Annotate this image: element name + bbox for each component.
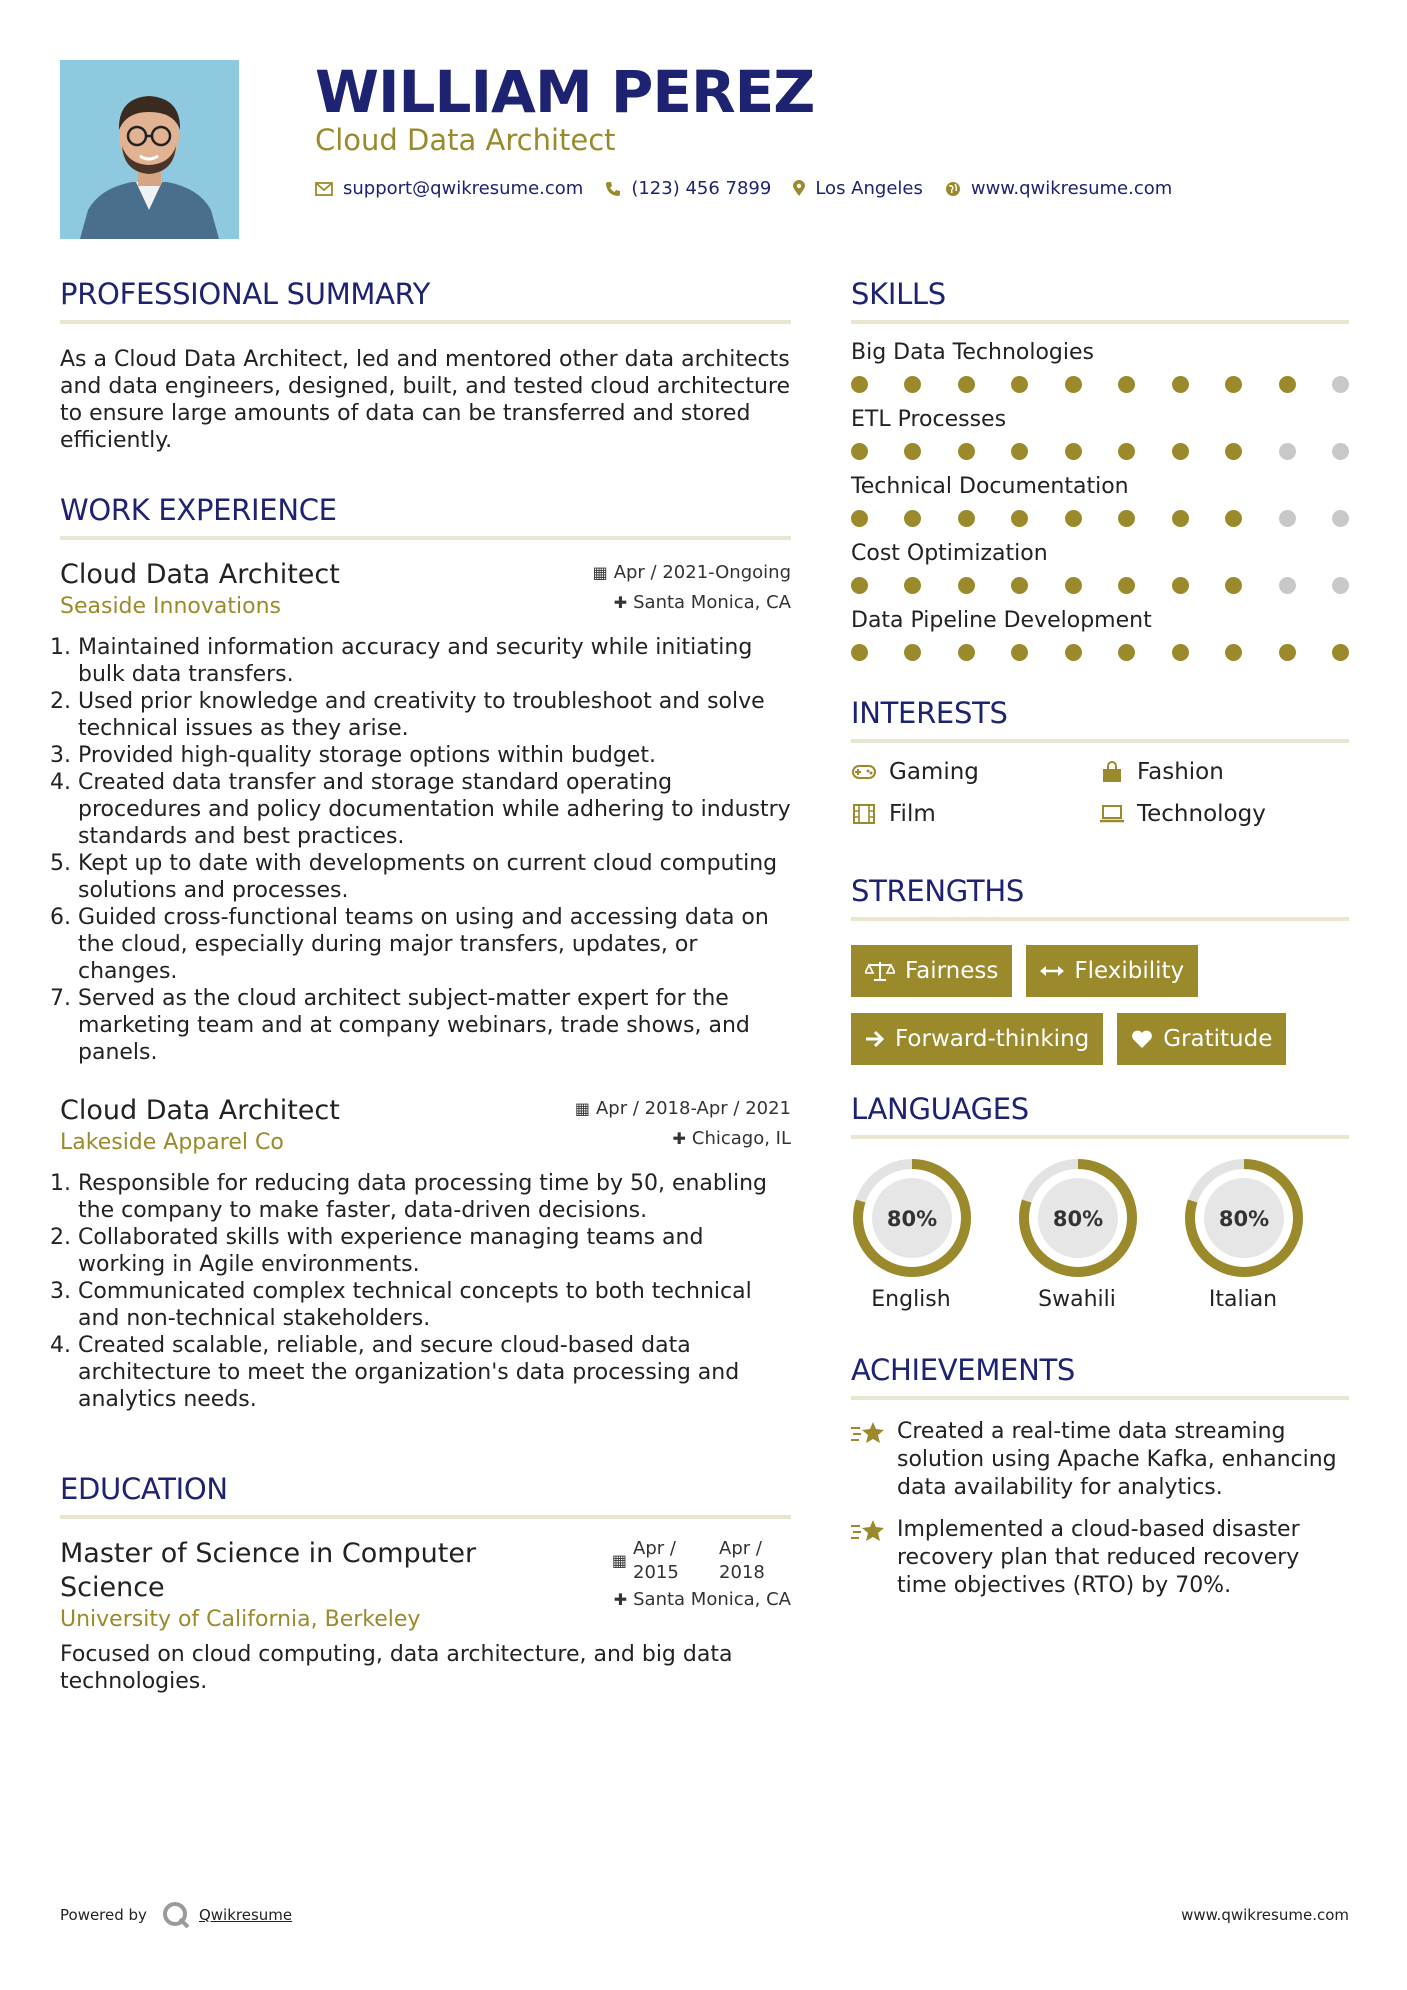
job-bullets: [60, 634, 791, 1066]
rating-dot-filled: [1011, 644, 1028, 661]
strength-label: Gratitude: [1163, 1026, 1273, 1052]
rating-dot-filled: [1118, 443, 1135, 460]
rating-dot-filled: [1332, 644, 1349, 661]
skill-name: Technical Documentation: [851, 474, 1129, 499]
list-item: 3. Communicated complex technical concepts to both technical and non-technical stakeholders.: [78, 1278, 791, 1332]
rating-dot-filled: [1011, 510, 1028, 527]
strength-tag: [851, 945, 1012, 997]
rating-dot-filled: [1011, 577, 1028, 594]
language-name: Italian: [1208, 1287, 1278, 1312]
list-item: 3. Provided high-quality storage options within budget.: [78, 742, 791, 769]
interests-section: [851, 693, 1349, 827]
pin-icon: ✚: [672, 1129, 686, 1148]
contact-email-text: support@qwikresume.com: [343, 178, 584, 199]
profile-photo: [60, 60, 239, 239]
film-icon: [851, 804, 877, 824]
skills-list: [851, 338, 1349, 673]
summary-text: As a Cloud Data Architect, led and mentored other data architects and data engineers, designed, built, and tested cloud architecture to ensure large amounts of data can be transferred and stored efficiently.: [60, 347, 791, 453]
rating-dot-filled: [1118, 510, 1135, 527]
rating-dot-filled: [1225, 376, 1242, 393]
job-company: Seaside Innovations: [60, 594, 281, 619]
skill-name: Data Pipeline Development: [851, 608, 1152, 633]
summary-heading: PROFESSIONAL SUMMARY: [60, 274, 791, 324]
contact-email[interactable]: [315, 178, 583, 199]
interest-label: Fashion: [1137, 759, 1224, 785]
achievement-text: Created a real-time data streaming solution using Apache Kafka, enhancing data availability for analytics.: [897, 1419, 1337, 1500]
language-ring: [1017, 1157, 1139, 1279]
contact-phone[interactable]: [605, 178, 771, 199]
education-location: Santa Monica, CA: [633, 1589, 791, 1610]
language-percent: 80%: [1052, 1207, 1104, 1231]
contact-website-text: www.qwikresume.com: [970, 178, 1173, 199]
right-column: [851, 274, 1349, 1600]
job-entry: [60, 558, 791, 1066]
language-item: [1183, 1157, 1349, 1312]
strength-label: Flexibility: [1074, 958, 1185, 984]
list-item: 2. Used prior knowledge and creativity to troubleshoot and solve technical issues as they arise.: [78, 688, 791, 742]
strength-tag: [1117, 1013, 1286, 1065]
skill-rating: [851, 435, 1349, 472]
language-name: Swahili: [1038, 1287, 1116, 1312]
rating-dot-filled: [958, 510, 975, 527]
interest-item: [1099, 801, 1349, 827]
education-start: Apr / 2015: [633, 1538, 679, 1583]
rating-dot-filled: [851, 443, 868, 460]
strength-tag: [851, 1013, 1103, 1065]
rating-dot-filled: [1011, 443, 1028, 460]
education-heading: EDUCATION: [60, 1469, 791, 1519]
languages-heading: LANGUAGES: [851, 1089, 1349, 1139]
laptop-icon: [1099, 805, 1125, 823]
rating-dot-filled: [1172, 510, 1189, 527]
strengths-section: [851, 871, 1349, 1065]
rating-dot-filled: [1065, 510, 1082, 527]
rating-dot-filled: [1172, 577, 1189, 594]
interest-item: [851, 759, 1099, 785]
achievement-text: Implemented a cloud-based disaster recovery plan that reduced recovery time objectives (RTO) by 70%.: [897, 1517, 1300, 1598]
shooting-star-icon: [851, 1516, 887, 1600]
rating-dot-filled: [851, 644, 868, 661]
skills-section: [851, 274, 1349, 673]
language-item: [1017, 1157, 1183, 1312]
candidate-name: WILLIAM PEREZ: [315, 58, 815, 126]
languages-section: [851, 1089, 1349, 1312]
left-column: [60, 274, 791, 1695]
skill-name: Big Data Technologies: [851, 340, 1095, 365]
list-item: 1. Maintained information accuracy and security while initiating bulk data transfers.: [78, 634, 791, 688]
education-entry: [60, 1537, 791, 1695]
interest-item: [1099, 759, 1349, 785]
rating-dot-empty: [1332, 510, 1349, 527]
skill-rating: [851, 502, 1349, 539]
arrow-right-icon: [865, 1030, 885, 1048]
candidate-title: Cloud Data Architect: [315, 123, 616, 157]
rating-dot-filled: [1225, 443, 1242, 460]
heart-icon: [1131, 1029, 1153, 1049]
shopping-bag-icon: [1099, 761, 1125, 783]
calendar-icon: ▦: [574, 1099, 590, 1118]
rating-dot-empty: [1332, 376, 1349, 393]
rating-dot-empty: [1332, 577, 1349, 594]
list-item: 1. Responsible for reducing data processing time by 50, enabling the company to make faster, data-driven decisions.: [78, 1170, 791, 1224]
summary-section: [60, 274, 791, 454]
rating-dot-filled: [1065, 376, 1082, 393]
rating-dot-filled: [851, 577, 868, 594]
rating-dot-filled: [904, 644, 921, 661]
rating-dot-filled: [1279, 644, 1296, 661]
rating-dot-empty: [1332, 443, 1349, 460]
list-item: 4. Created scalable, reliable, and secure cloud-based data architecture to meet the organization's data processing and analytics needs.: [78, 1332, 791, 1413]
rating-dot-filled: [958, 644, 975, 661]
job-location: Chicago, IL: [691, 1128, 791, 1149]
rating-dot-filled: [958, 376, 975, 393]
interest-label: Technology: [1137, 801, 1266, 827]
powered-by-label: Powered by: [60, 1906, 147, 1924]
rating-dot-filled: [1225, 644, 1242, 661]
language-percent: 80%: [1218, 1207, 1270, 1231]
interest-label: Film: [889, 801, 936, 827]
rating-dot-filled: [851, 376, 868, 393]
list-item: 7. Served as the cloud architect subject-matter expert for the marketing team and at company webinars, trade shows, and panels.: [78, 985, 791, 1066]
contact-bar: [315, 178, 1194, 199]
map-marker-icon: [793, 180, 805, 197]
list-item: 2. Collaborated skills with experience managing teams and working in Agile environments.: [78, 1224, 791, 1278]
rating-dot-filled: [904, 510, 921, 527]
skill-rating: [851, 636, 1349, 673]
list-item: 5. Kept up to date with developments on current cloud computing solutions and processes.: [78, 850, 791, 904]
balance-scale-icon: [865, 960, 895, 982]
education-end: Apr / 2018: [719, 1538, 765, 1583]
job-company: Lakeside Apparel Co: [60, 1130, 284, 1155]
achievements-heading: ACHIEVEMENTS: [851, 1350, 1349, 1400]
job-dates: Apr / 2021-Ongoing: [613, 562, 791, 583]
skill-name: Cost Optimization: [851, 541, 1048, 566]
rating-dot-empty: [1279, 443, 1296, 460]
degree-title: Master of Science in Computer Science: [60, 1538, 477, 1603]
contact-phone-text: (123) 456 7899: [631, 178, 772, 199]
rating-dot-filled: [958, 577, 975, 594]
footer-website[interactable]: www.qwikresume.com: [1181, 1906, 1349, 1924]
job-location: Santa Monica, CA: [633, 592, 791, 613]
arrows-horizontal-icon: [1040, 965, 1064, 977]
rating-dot-filled: [1065, 644, 1082, 661]
language-ring: [1183, 1157, 1305, 1279]
education-section: [60, 1469, 791, 1695]
skill-rating: [851, 368, 1349, 405]
skill-name: ETL Processes: [851, 407, 1007, 432]
rating-dot-filled: [1172, 644, 1189, 661]
rating-dot-empty: [1279, 577, 1296, 594]
language-name: English: [871, 1287, 951, 1312]
gamepad-icon: [851, 765, 877, 779]
list-item: 6. Guided cross-functional teams on using and accessing data on the cloud, especially during major transfers, updates, or changes.: [78, 904, 791, 985]
rating-dot-filled: [1172, 376, 1189, 393]
rating-dot-filled: [1118, 644, 1135, 661]
languages-list: [851, 1157, 1349, 1312]
rating-dot-filled: [1225, 510, 1242, 527]
job-title: Cloud Data Architect: [60, 559, 340, 590]
strength-label: Fairness: [905, 958, 999, 984]
pin-icon: ✚: [613, 593, 628, 612]
interests-heading: INTERESTS: [851, 693, 1349, 743]
job-bullets: [60, 1170, 791, 1413]
rating-dot-filled: [904, 443, 921, 460]
globe-icon: [945, 181, 961, 197]
strength-tag: [1026, 945, 1198, 997]
list-item: 4. Created data transfer and storage standard operating procedures and policy documentation while adhering to industry standards and best practices.: [78, 769, 791, 850]
footer-brand-link[interactable]: Qwikresume: [198, 1906, 293, 1924]
strengths-heading: STRENGTHS: [851, 871, 1349, 921]
job-entry: [60, 1094, 791, 1413]
rating-dot-filled: [958, 443, 975, 460]
achievements-section: [851, 1350, 1349, 1600]
rating-dot-empty: [1279, 510, 1296, 527]
qwikresume-logo-icon: [161, 1900, 191, 1930]
rating-dot-filled: [1118, 376, 1135, 393]
school-name: University of California, Berkeley: [60, 1607, 421, 1632]
rating-dot-filled: [1279, 376, 1296, 393]
experience-section: [60, 490, 791, 1413]
contact-website[interactable]: [945, 178, 1172, 199]
rating-dot-filled: [1172, 443, 1189, 460]
language-item: [851, 1157, 1017, 1312]
contact-location: [793, 178, 923, 199]
rating-dot-filled: [904, 577, 921, 594]
rating-dot-filled: [1065, 443, 1082, 460]
job-dates: Apr / 2018-Apr / 2021: [595, 1098, 791, 1119]
calendar-icon: ▦: [611, 1551, 627, 1570]
rating-dot-filled: [1011, 376, 1028, 393]
language-percent: 80%: [886, 1207, 938, 1231]
envelope-icon: [315, 182, 333, 196]
rating-dot-filled: [904, 376, 921, 393]
shooting-star-icon: [851, 1418, 887, 1502]
skill-rating: [851, 569, 1349, 606]
contact-location-text: Los Angeles: [815, 178, 923, 199]
rating-dot-filled: [1065, 577, 1082, 594]
pin-icon: ✚: [613, 1590, 628, 1609]
skills-heading: SKILLS: [851, 274, 1349, 324]
footer-powered-by: [60, 1900, 292, 1930]
achievement-item: [851, 1516, 1349, 1600]
achievement-item: [851, 1418, 1349, 1502]
rating-dot-filled: [1225, 577, 1242, 594]
rating-dot-filled: [851, 510, 868, 527]
interest-item: [851, 801, 1099, 827]
language-ring: [851, 1157, 973, 1279]
strength-label: Forward-thinking: [895, 1026, 1090, 1052]
rating-dot-filled: [1118, 577, 1135, 594]
phone-icon: [605, 181, 621, 197]
education-description: Focused on cloud computing, data architecture, and big data technologies.: [60, 1642, 733, 1694]
job-title: Cloud Data Architect: [60, 1095, 340, 1126]
calendar-icon: ▦: [592, 563, 608, 582]
experience-heading: WORK EXPERIENCE: [60, 490, 791, 540]
interest-label: Gaming: [889, 759, 979, 785]
